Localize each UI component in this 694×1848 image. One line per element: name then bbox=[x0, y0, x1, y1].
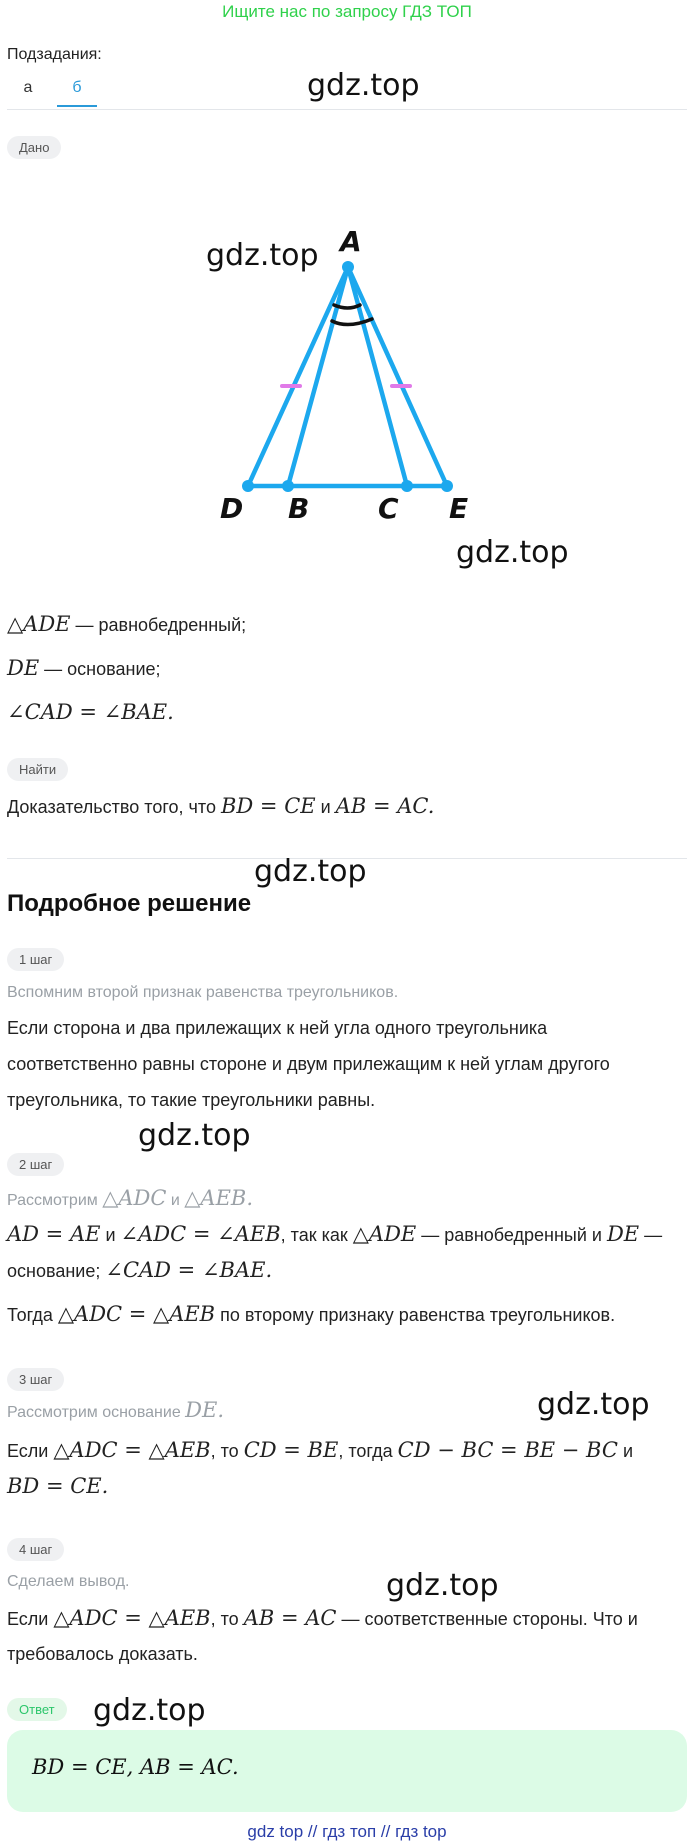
watermark: gdz.top bbox=[206, 238, 319, 273]
step-chip: 2 шаг bbox=[7, 1153, 64, 1176]
step-line: соответственно равны стороне и двум прилежащим к ней углам другого bbox=[7, 1054, 610, 1074]
step-line: требовалось доказать. bbox=[7, 1644, 198, 1664]
step-line: Тогда △ADC = △AEB по второму признаку равенства треугольников. bbox=[7, 1302, 616, 1326]
step-line: BD = CE. bbox=[7, 1474, 109, 1498]
given-line: △ADE — равнобедренный; bbox=[7, 612, 247, 636]
subtasks-label: Подзадания: bbox=[7, 46, 102, 63]
find-chip: Найти bbox=[7, 758, 68, 781]
watermark: gdz.top bbox=[386, 1568, 499, 1603]
answer-chip: Ответ bbox=[7, 1698, 67, 1721]
step-chip: 1 шаг bbox=[7, 948, 64, 971]
given-line: DE — основание; bbox=[7, 656, 161, 680]
watermark: gdz.top bbox=[307, 68, 420, 103]
watermark: gdz.top bbox=[456, 535, 569, 570]
find-text: Доказательство того, что BD = CE и AB = AC. bbox=[7, 794, 435, 818]
label-a: A bbox=[340, 225, 362, 258]
step-line: треугольника, то такие треугольники равны. bbox=[7, 1090, 376, 1110]
label-e: E bbox=[449, 492, 469, 525]
promo-banner[interactable]: Ищите нас по запросу ГДЗ ТОП bbox=[222, 2, 472, 21]
step-chip: 3 шаг bbox=[7, 1368, 64, 1391]
step-note: Вспомним второй признак равенства треугольников. bbox=[7, 984, 399, 1001]
given-line: ∠CAD = ∠BAE. bbox=[7, 700, 174, 724]
label-b: B bbox=[288, 492, 310, 525]
watermark: gdz.top bbox=[138, 1118, 251, 1153]
step-note: Сделаем вывод. bbox=[7, 1573, 130, 1590]
step-line: AD = AE и ∠ADC = ∠AEB, так как △ADE — равнобедренный и DE — bbox=[7, 1222, 663, 1246]
watermark: gdz.top bbox=[254, 854, 367, 889]
watermark: gdz.top bbox=[537, 1387, 650, 1422]
step-note: Рассмотрим △ADC и △AEB. bbox=[7, 1186, 254, 1210]
answer-text: BD = CE, AB = AC. bbox=[32, 1755, 239, 1779]
label-d: D bbox=[220, 492, 244, 525]
step-note: Рассмотрим основание DE. bbox=[7, 1398, 225, 1422]
step-line: основание; ∠CAD = ∠BAE. bbox=[7, 1258, 273, 1282]
tabs-divider bbox=[7, 109, 687, 110]
tab-a[interactable]: а bbox=[23, 79, 33, 96]
step-line: Если △ADC = △AEB, то AB = AC — соответственные стороны. Что и bbox=[7, 1606, 638, 1630]
step-chip: 4 шаг bbox=[7, 1538, 64, 1561]
step-line: Если △ADC = △AEB, то CD = BE, тогда CD − BC = BE − BC и bbox=[7, 1438, 633, 1462]
solution-title: Подробное решение bbox=[7, 890, 252, 917]
step-line: Если сторона и два прилежащих к ней угла одного треугольника bbox=[7, 1018, 548, 1038]
given-chip: Дано bbox=[7, 136, 61, 159]
footer-links[interactable]: gdz top // гдз топ // гдз top bbox=[247, 1822, 447, 1841]
label-c: C bbox=[378, 492, 399, 525]
tab-b[interactable]: б bbox=[57, 79, 97, 107]
watermark: gdz.top bbox=[93, 1693, 206, 1728]
